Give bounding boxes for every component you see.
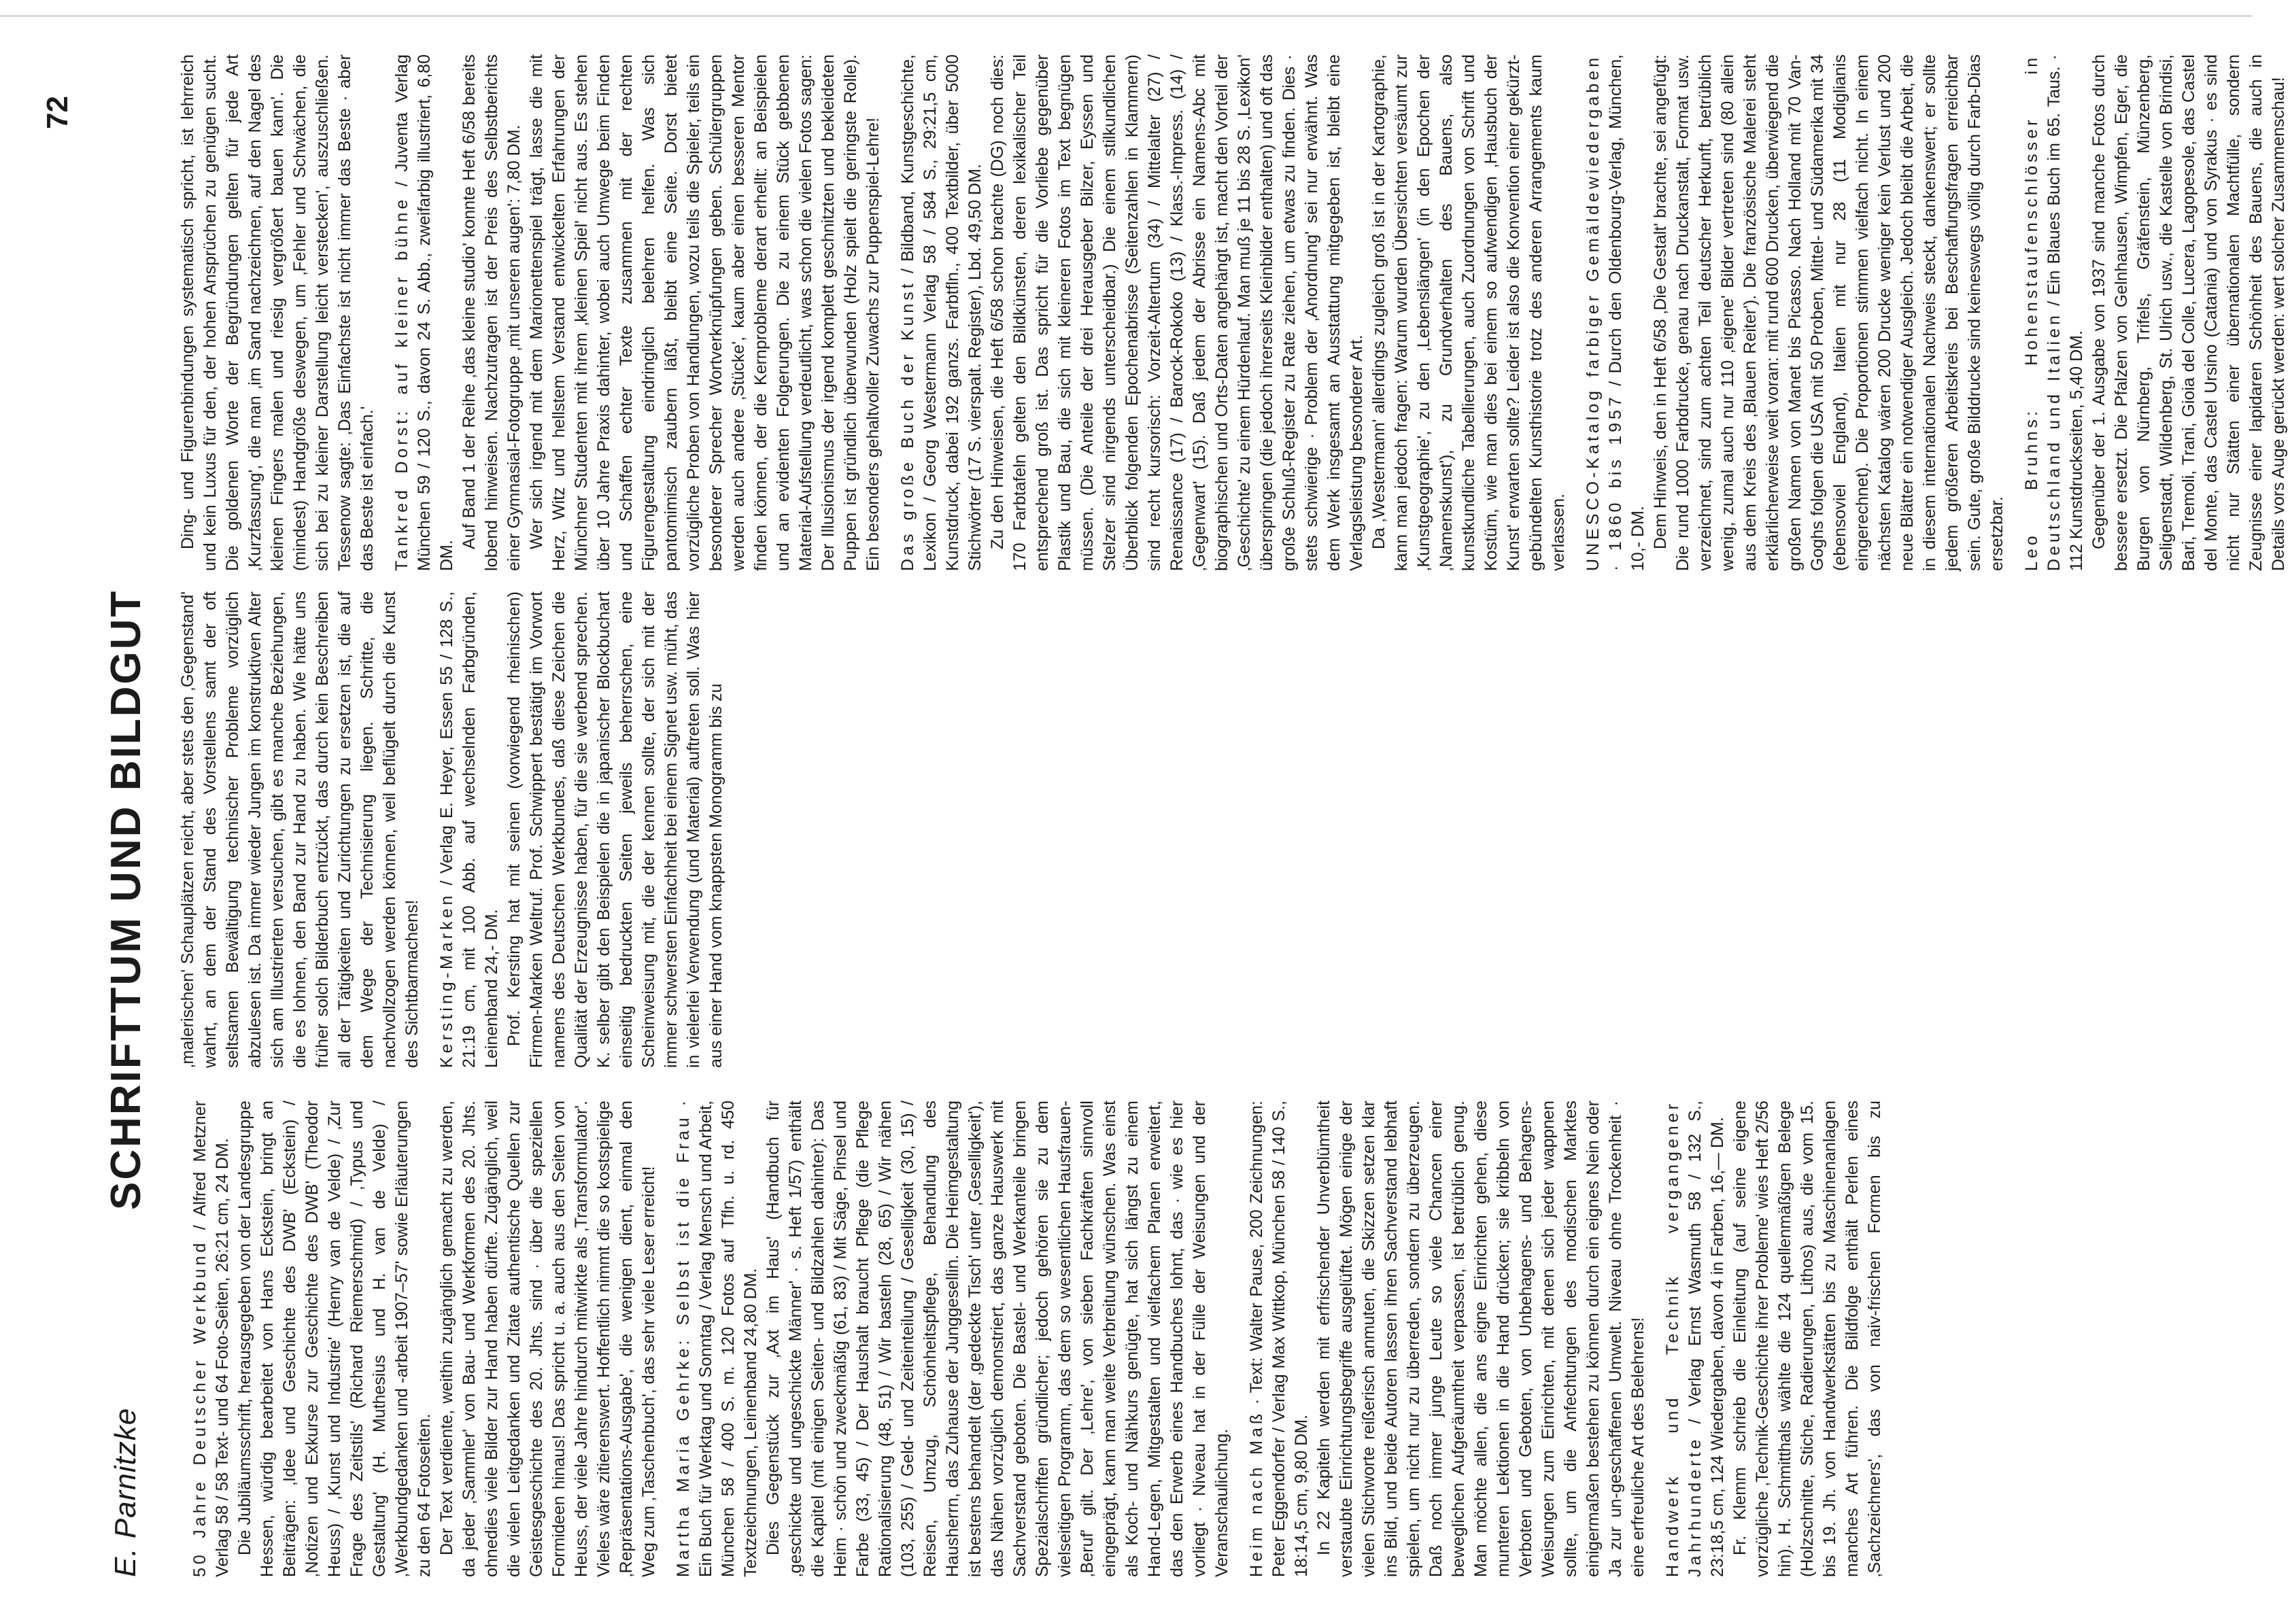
review-text: / Durch den Oldenbourg-Verlag, München, 10,- DM. xyxy=(1606,54,1647,571)
review-paragraph xyxy=(1313,1101,1650,1577)
review-text: / Verlag Ernst Wasmuth 58 / 132 S., 23:18,5 cm, 124 Wiedergaben, davon 4 in Farben, 16,— DM. xyxy=(1686,1101,1727,1577)
review-paragraph xyxy=(458,54,526,571)
review-text: Ding- und Figurenbindungen systematisch spricht, ist lehrreich und kein Luxus für den, der hohen Ansprüchen zu genügen sucht. Die goldenen Worte der Begründungen gelten für jede Art ‚Kurzfassung', die man ‚im Sand nachzeichnen, auf den Nagel des kleinen Fingers malen und riesig vergrößert bauen kann'. Die (mindest) Handgröße deswegen, um ‚Fehler und Schwächen, die sich bei zu kleiner Darstellung leicht verstecken', auszuschließen. Tessenow sagte: ‚Das Einfachste ist nicht immer das Beste · aber das Beste ist einfach.' xyxy=(178,54,377,571)
review-text: / Bildband, Kunstgeschichte, Lexikon / Georg Westermann Verlag 58 / 584 S., 29:21,5 cm, Kunstdruck, dabei 192 ganzs. Farbtfln., 400 Textbilder, über 5000 Stichwörter (17 S. vierspalt. Register), Lbd. 49,50 DM. xyxy=(898,54,985,571)
review-paragraph xyxy=(987,54,1368,571)
review-title: Martha Maria Gehrke: Selbst ist die Frau xyxy=(674,1114,693,1577)
review-paragraph xyxy=(2021,54,2088,571)
section-heading: SCHRIFTTUM UND BILDGUT xyxy=(103,589,150,1210)
page-number: 72 xyxy=(41,96,74,129)
review-text: Zu den Hinweisen, die Heft 6/58 schon brachte (DG) noch dies: 170 Farbtafeln gelten den Bildkünsten, deren lexikalischer Teil entsprechend groß ist. Das spricht für die Vorliebe gegenüber Plastik und Bau, die sich mit kleineren Fotos im Text begnügen müssen. (Die Anteile der drei Herausgeber Bilzer, Eyssen und Stelzer sind nirgends unterscheidbar.) Die einem stilkundlichen Überblick folgenden Epochenabrisse (Seitenzahlen in Klammern) sind recht kursorisch: Vorzeit-Altertum (34) / Mittelalter (27) / Renaissance (17) / Barock-Rokoko (13) / Klass.-Impress. (14) / ‚Gegenwart' (15). Daß jedem der Abrisse ein Namens-Abc mit biographischen und Orts-Daten angehängt ist, macht den Vorteil der ‚Geschichte' zu einem Hürdenlauf. Man muß je 11 bis 28 S. ‚Lexikon' überspringen (die jedoch ihrerseits Kleinbilder enthalten) und oft das große Schluß-Register zu Rate ziehen, um etwas zu finden. Dies · stets schwierige · Problem der ‚Anordnung' sei nur erwähnt. Was dem Werk insgesamt an Ausstattung mitgegeben ist, bleibt eine Verlagsleistung besonderer Art. xyxy=(988,54,1366,571)
review-paragraph xyxy=(503,591,728,1068)
review-paragraph xyxy=(1650,54,2009,571)
review-text: Dem Hinweis, den in Heft 6/58 ‚Die Gestalt' brachte, sei angefügt: Die rund 1000 Farbdrucke, genau nach Druckanstalt, Format usw. verzeichnet, sind zum achten Teil deutscher Herkunft, betrüblich wenig, zumal auch nur 110 ‚eigene' Bilder vertreten sind (80 allein aus dem Kreis des ‚Blauen Reiter'). Die französische Malerei steht erklärlicherweise weit voran: mit rund 600 Drucken, überwiegend die großen Namen von Manet bis Picasso. Nach Holland mit 70 Van-Goghs folgen die USA mit 50 Proben, Mittel- und Südamerika mit 34 (ebensoviel England), Italien mit nur 28 (11 Modiglianis eingerechnet). Die Proportionen stimmen vielfach nicht. In einem nächsten Katalog wären 200 Drucke weniger kein Verlust und 200 neue Blätter ein notwendiger Ausgleich. Jedoch bleibt die Arbeit, die in diesem internationalen Nachweis steckt, dankenswert; er sollte jedem größeren Arbeitskreis bei Beschaffungsfragen erreichbar sein. Gute, große Bilddrucke sind keineswegs völlig durch Farb-Dias ersetzbar. xyxy=(1651,54,2006,571)
review-text: Fr. Klemm schrieb die Einleitung (auf seine eigene vorzügliche ‚Technik-Geschichte ihrer Probleme' wies Heft 2/56 hin). H. Schmitthals wählte die 124 quellenmäßigen Belege (Holzschnitte, Stiche, Radierungen, Lithos) aus, die vom 15. bis 19. Jh. von Handwerkstätten bis zu Maschinenanlagen manches Art führen. Die Bildfolge enthält Perlen eines ‚Sachzeichners', das von naiv-frischen Formen bis zu ‚malerischen' Schauplätzen reicht, aber stets den ‚Gegenstand' wahrt, an dem der Stand des Vorstellens samt der oft seltsamen Bewältigung technischer Probleme vorzüglich abzulesen ist. Da immer wieder Jungen im konstruktiven Alter sich am Illustrierten versuchen, gibt es manche Beziehungen, die es lohnen, den Band zur Hand zu haben. Wie hätte uns früher solch Bilderbuch entzückt, das durch kein Beschreiben all der Tätigkeiten und Zurichtungen zu ersetzen ist, die auf dem Wege der Technisierung liegen. Schritte, die nachvollzogen werden können, weil beflügelt durch die Kunst des Sichtbarmachens! xyxy=(178,591,1884,1577)
author-name: E. Parnitzke xyxy=(109,1407,142,1577)
review-paragraph xyxy=(391,54,458,571)
review-title: Leo Bruhns: Hohenstaufenschlösser in Deutschland und Italien xyxy=(2022,54,2064,571)
review-title: Das große Buch der Kunst xyxy=(898,280,917,571)
review-text: Prof. Kersting hat mit seinen (vorwiegend rheinischen) Firmen-Marken Weltruf. Prof. Schwippert bestätigt im Vorwort namens des Deutschen Werkbundes, daß diese Zeichen die Qualität der Erzeugnisse haben, für die sie werbend sprechen. K. selber gibt den Beispielen die in japanischer Blockbuchart einseitig bedruckten Seiten jeweils beherrschen, eine Scheinweisung mit, die der kennen sollte, der sich mit der immer schwersten Einfachheit bei einem Signet usw. müht, das in vielerlei Verwendung (und Material) auftreten soll. Was hier aus einer Hand vom knappsten Monogramm bis zu xyxy=(505,591,725,1068)
review-paragraph xyxy=(177,54,379,571)
review-title: UNESCO-Katalog farbiger Gemäldewiedergaben · 1860 bis 1957 xyxy=(1584,54,1625,571)
review-text: Dies Gegenstück zur ‚Axt im Haus' (Handbuch für ‚geschickte und ungeschickte Männer' · s. Heft 1/57) enthält die Kapitel (mit einigen Seiten- und Bildzahlen dahinter): Das Heim · schön und zweckmäßig (61, 83) / Mit Säge, Pinsel und Farbe (33, 45) / Der Haushalt braucht Pflege (die Pflege Rationalisierung (48, 51) / Wir basteln (28, 65) / Wir nähen (103, 255) / Geld- und Zeiteinteilung / Geselligkeit (30, 15) / Reisen, Umzug, Schönheitspflege, Behandlung des Hausherrn, das Zuhause der Junggesellin. Die Heimgestaltung ist bestens behandelt (der ‚gedeckte Tisch' unter ‚Geselligkeit'), das Nähen vorzüglich demonstriert, das ganze Hauswerk mit Sachverstand geboten. Die Bastel- und Werkanteile bringen Spezialschriften gründlicher; jedoch gehören sie zu dem vielseitigen Programm, das dem so wesentlichen Hausfrauen-‚Beruf' gilt. Der ‚Lehre', von sieben Fachkräften sinnvoll eingeprägt, kann man weite Verbreitung wünschen. Was einst als Koch- und Nähkurs genügte, hat sich längst zu einem Hand-Legen, Mitgestalten und vielfachem Planen erweitert, das den Erwerb eines Handbuches lohnt, das · wie es hier vorliegt · Niveau hat in der Fülle der Weisungen und der Veranschaulichung. xyxy=(764,1101,1231,1577)
text-column-right xyxy=(177,54,2288,571)
review-text: · Ein Buch für Werktag und Sonntag / Verlag Mensch und Arbeit, München 58 / 400 S. m. 120 Fotos auf Tfln. u. rd. 450 Textzeichnungen, Leinenband 24,80 DM. xyxy=(674,1101,760,1577)
left-column-flow xyxy=(177,591,1904,1577)
review-title: 50 Jahre Deutscher Werkbund xyxy=(190,1239,209,1577)
review-text: · Text: Walter Pause, 200 Zeichnungen: Peter Eggendorfer / Verlag Max Wittkop, München 58 / 140 S., 18:14,5 cm, 9,80 DM. xyxy=(1247,1101,1311,1577)
review-text: / Alfred Metzner Verlag 58 / 58 Text- und 64 Foto-Seiten, 26:21 cm, 24 DM. xyxy=(190,1101,232,1577)
review-paragraph xyxy=(1246,1101,1313,1577)
review-text: Gegenüber der 1. Ausgabe von 1937 sind manche Fotos durch bessere ersetzt. Die Pfalzen von Gelnhausen, Wimpfen, Eger, die Burgen von Nürnberg, Trifels, Gräfenstein, Münzenberg, Seligenstadt, Wildenberg, St. Ulrich usw., die Kastelle von Brindisi, Bari, Tremoli, Trani, Gioia del Colle, Lucera, Lagopesole, das Castel del Monte, das Castel Ursino (Catania) und von Syrakus · es sind nicht nur Stätten einer übernationalen Machtfülle, sondern Zeugnisse einer lapidaren Schönheit des Bauens, die auch in Details vors Auge gerückt werden: wert solcher Zusammenschau! xyxy=(2089,54,2288,571)
review-title: Heim nach Maß xyxy=(1247,1410,1266,1577)
review-paragraph xyxy=(2088,54,2290,571)
review-text: In 22 Kapiteln werden mit erfrischender Unverblümtheit verstaubte Einrichtungsbegriffe ausgelüftet. Mögen einige der vielen Stichworte reißerisch anmuten, die Skizzen setzen klar ins Bild, und beide Autoren lassen ihren Sachverstand lebhaft spielen, um nicht nur zu überreden, sondern zu überzeugen. Daß noch immer junge Leute so viele Chancen einer beweglichen Aufgeräumtheit verpassen, ist betrüblich genug. Man möchte allen, die ans eigne Einrichten gehen, diese munteren Lektionen in die Hand drücken; sie kribbeln von Verboten und Geboten, von Unbehagens- und Behagens-Weisungen zum Einrichten, mit denen sich jeder wappnen sollte, um die Anfechtungen des modischen Marktes einigermaßen bestehen zu können durch ein eignes Nein oder Ja zur un-geschaffenen Umwelt. Niveau ohne Trockenheit · eine erfreuliche Art des Belehrens! xyxy=(1314,1101,1647,1577)
review-paragraph xyxy=(234,1101,436,1577)
review-title: Tankred Dorst: auf kleiner bühne xyxy=(392,196,411,571)
review-paragraph xyxy=(1368,54,1570,571)
top-rule xyxy=(0,15,2252,17)
review-paragraph xyxy=(897,54,987,571)
review-paragraph xyxy=(436,1101,660,1577)
review-paragraph xyxy=(1582,54,1650,571)
rotated-page xyxy=(41,27,2288,1591)
review-text: Die Jubiläumsschrift, herausgegeben von der Landesgruppe Hessen, würdig bearbeitet von Hans Eckstein, bringt an Beiträgen: ‚Idee und Geschichte des DWB' (Eckstein) / ‚Notizen und Exkurse zur Geschichte des DWB' (Theodor Heuss) / ‚Kunst und Industrie' (Henry van de Velde) / ‚Zur Frage des Zeitstils' (Richard Riemerschmid) / ‚Typus und Gestaltung' (H. Muthesius und H. van de Velde) / ‚Werkbundgedanken und -arbeit 1907–57' sowie Erläuterungen zu den 64 Fotoseiten. xyxy=(235,1101,434,1577)
review-paragraph xyxy=(1662,1101,1729,1577)
review-paragraph xyxy=(189,1101,234,1577)
review-paragraph xyxy=(526,54,885,571)
review-paragraph xyxy=(672,1101,762,1577)
review-text: / Verlag E. Heyer, Essen 55 / 128 S., 21:19 cm, mit 100 Abb. auf wechselnden Farbgründen, Leinenband 24,- DM. xyxy=(437,591,501,1068)
text-columns-left xyxy=(177,591,1904,1577)
review-text: Der Text verdiente, weithin zugänglich gemacht zu werden, da jeder ‚Sammler' von Bau- und Werkformen des 20. Jhts. ohnedies viele Bilder zur Hand haben dürfte. Zugänglich, weil die vielen Leitgedanken und Zitate authentische Quellen zur Geistesgeschichte des 20. Jhts. sind · über die speziellen Formideen hinaus! Das spricht u. a. auch aus den Seiten von Heuss, der viele Jahre hindurch mitwirkte als ‚Transformulator'. Vieles wäre zitierenswert. Hoffentlich nimmt die so kostspielige ‚Repräsentations-Ausgabe', die wenigen dient, einmal den Weg zum ‚Taschenbuch', das sehr viele Leser erreicht! xyxy=(437,1101,658,1577)
review-text: / Juventa Verlag München 59 / 120 S., davon 24 S. Abb., zweifarbig illustriert, 6,80 DM. xyxy=(392,54,456,571)
review-title: Handwerk und Technik vergangener Jahrhunderte xyxy=(1663,1101,1705,1577)
review-text: / Ein Blaues Buch im 65. Taus. · 112 Kunstdruckseiten, 5,40 DM. xyxy=(2045,54,2086,571)
review-text: Wer sich irgend mit dem Marionettenspiel trägt, lasse die mit Herz, Witz und hellstem Verstand entwickelten Erfahrungen der Münchner Studenten mit ihrem ‚kleinen Spiel' nicht aus. Es stehen über 10 Jahre Praxis dahinter, wobei auch Umwege beim Finden und Schaffen echter Texte zusammen mit der rechten Figurengestaltung eindringlich belehren helfen. Was sich pantomimisch zaubern läßt, bleibt eine Seite. Dorst bietet vorzügliche Proben von Handlungen, wozu teils die Spieler, teils ein besonderer Sprecher Wortverknüpfungen geben. Schülergruppen werden auch andere ‚Stücke', kaum aber einen besseren Mentor finden können, der die Kernprobleme derart erhellt: an Beispielen und an evidenten Folgerungen. Die zu einem Stück gebbenen Material-Aufstellung verdeutlicht, was schon die vielen Fotos sagen: Der Illusionismus der irgend komplett geschnitzten und bekleideten Puppen ist gründlich überwunden (Holz spielt die geringste Rolle). Ein besonders gehaltvoller Zuwachs zur Puppenspiel-Lehre! xyxy=(527,54,883,571)
review-text: Auf Band 1 der Reihe ‚das kleine studio' konnte Heft 6/58 bereits lobend hinweisen. Nachzutragen ist der Preis des Selbstberichts einer Gymnasial-Fotogruppe ‚mit unseren augen': 7,80 DM. xyxy=(460,54,524,571)
review-paragraph xyxy=(762,1101,1233,1577)
review-title: Kersting-Marken xyxy=(437,892,456,1068)
review-text: Da ‚Westermann' allerdings zugleich groß ist in der Kartographie, kann man jedoch fragen: Warum wurden Übersichten versäumt zur ‚Kunstgeographie', zu den ‚Lebenslängen' (in den Epochen der ‚Namenskunst'), zu Grundverhalten des Bauens, also kunstkundliche Tabellierungen, auch Zuordnungen von Schrift und Kostüm, wie man dies bei einem so aufwendigen ‚Hausbuch der Kunst' erwarten sollte? Leider ist also die Konvention einer gekürzt-gebündelten Kunsthistorie trotz des anderen Arrangements kaum verlassen. xyxy=(1369,54,1568,571)
review-paragraph xyxy=(436,591,503,1068)
